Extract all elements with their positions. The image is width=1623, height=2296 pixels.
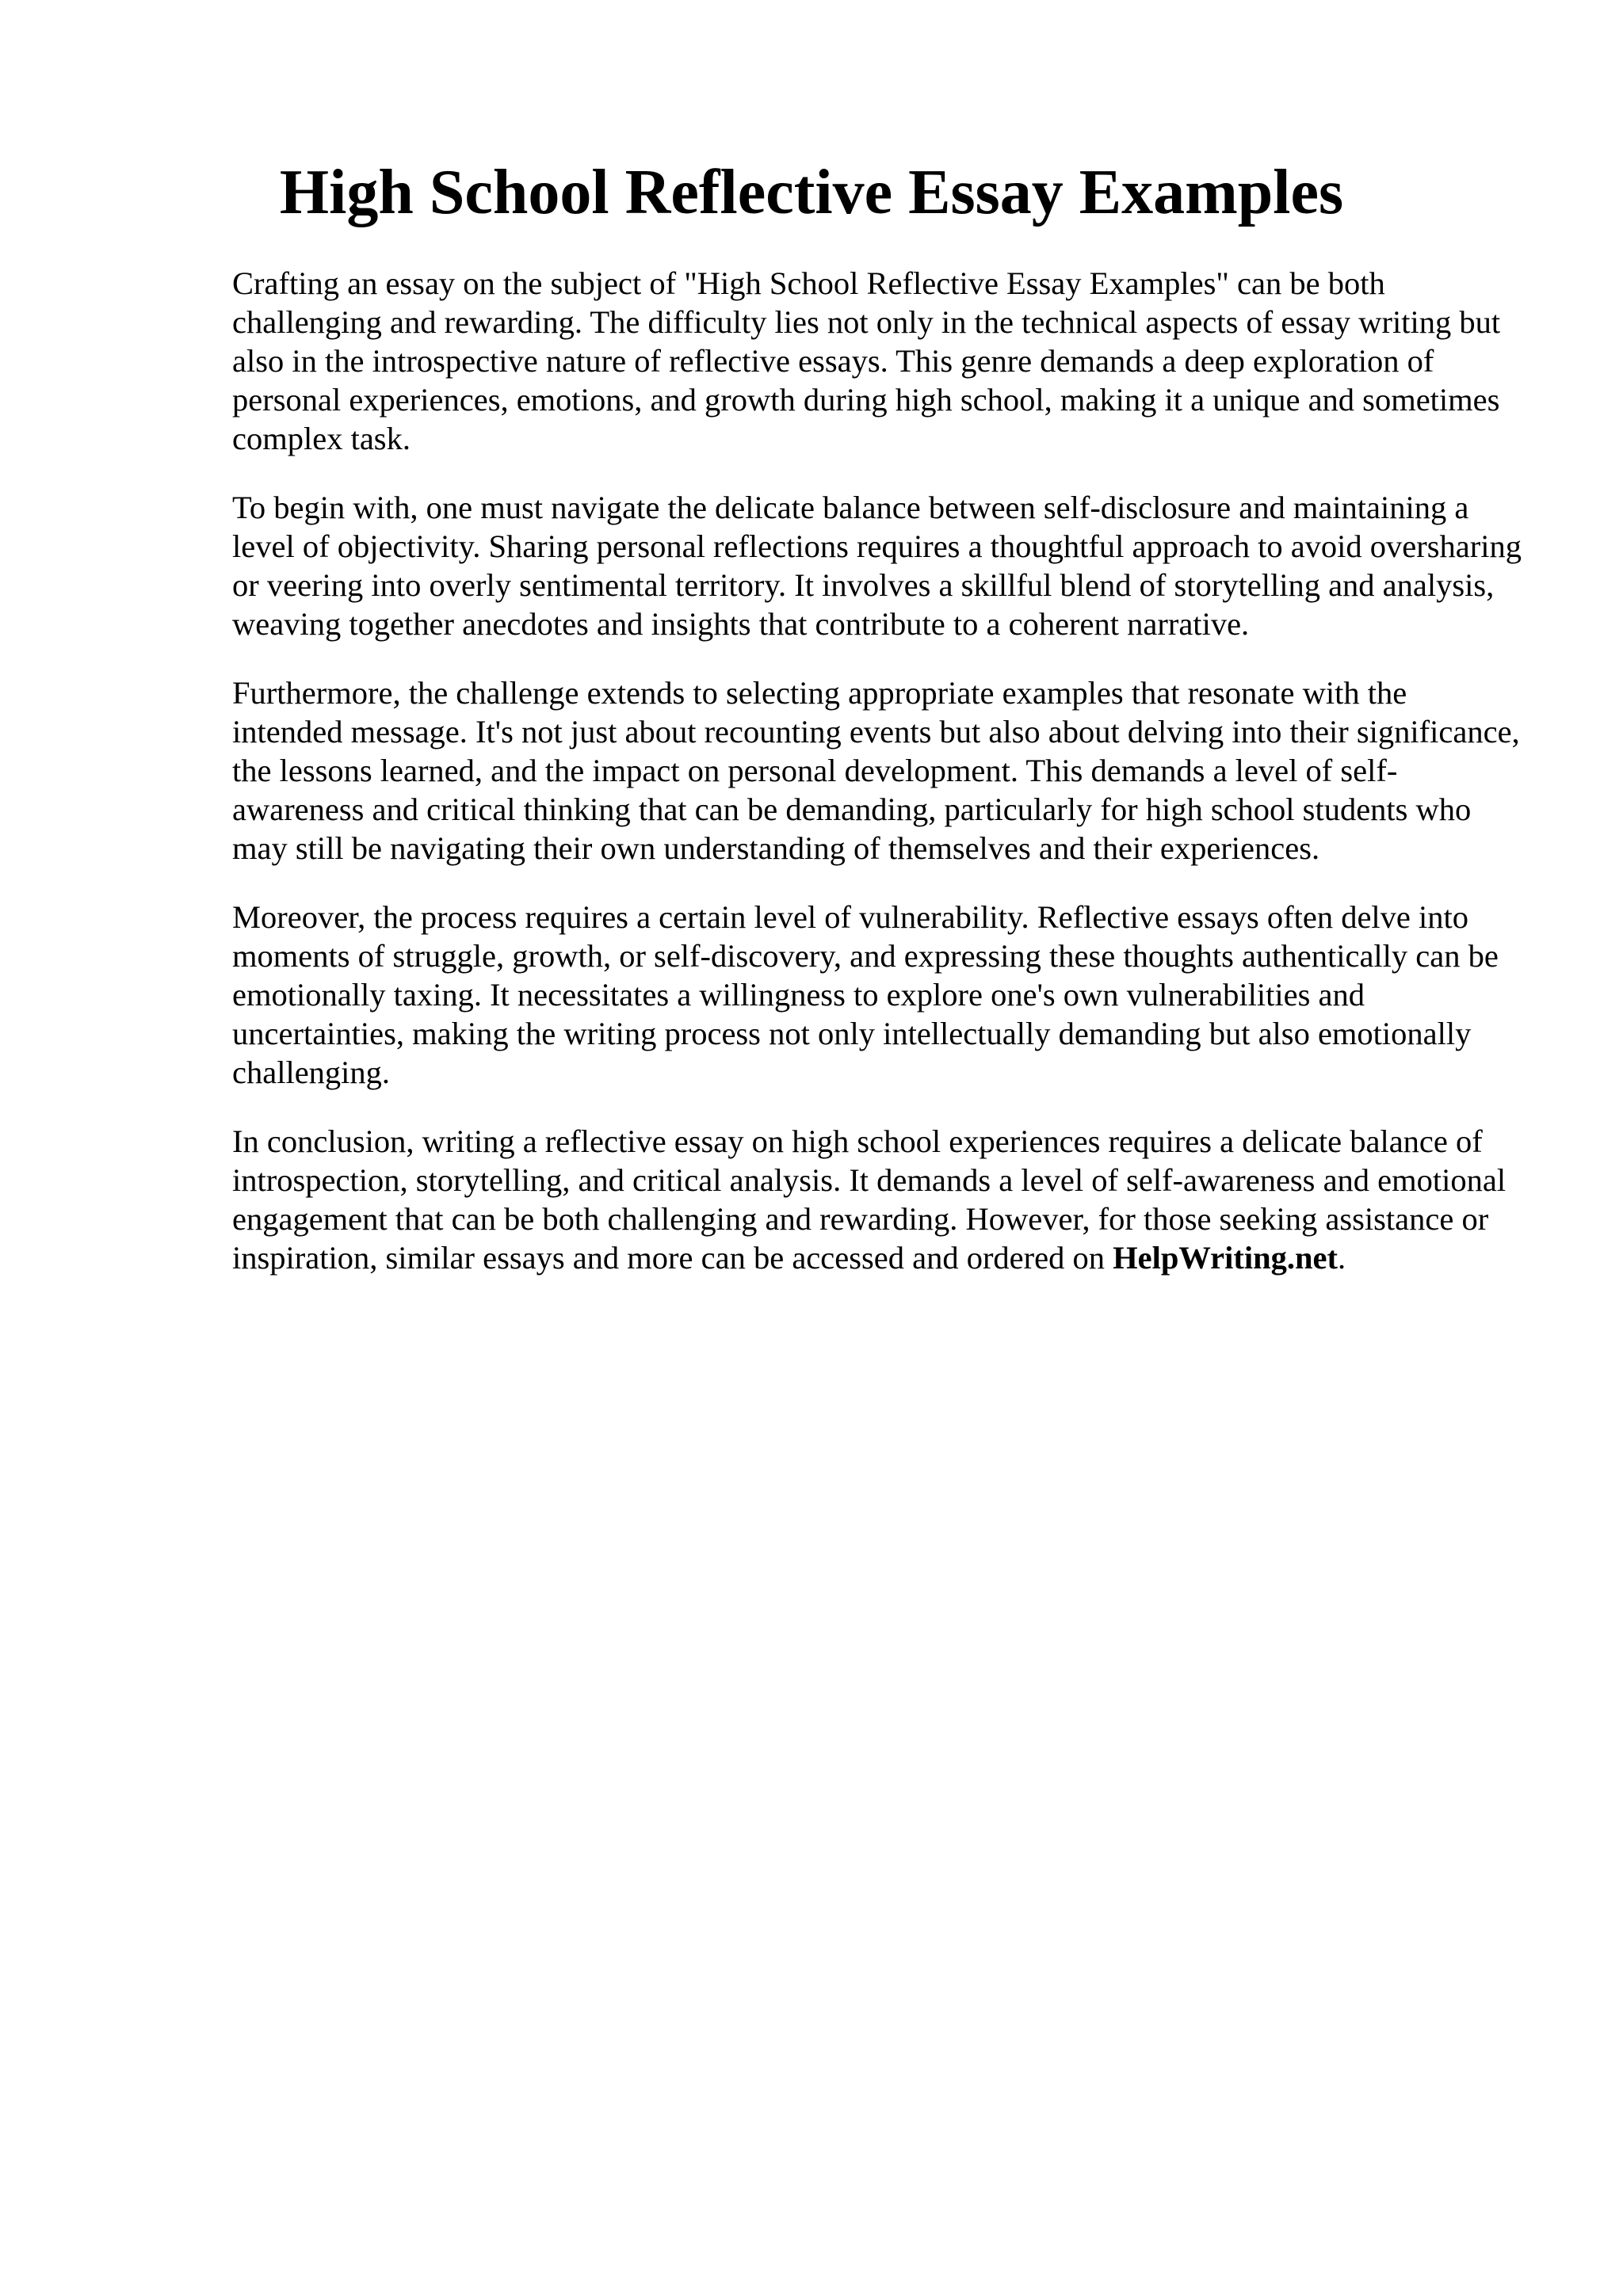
paragraph-examples: Furthermore, the challenge extends to selecting appropriate examples that resonate with the intended message. It's not just about recounting events but also about delving into their significance, the lessons learned, and the impact on personal development. This demands a level of self-awareness and critical thinking that can be demanding, particularly for high school students who may still be navigating their own understanding of themselves and their experiences. — [232, 675, 1520, 866]
conclusion-text: In conclusion, writing a reflective essay on high school experiences requires a delicate balance of introspection, storytelling, and critical analysis. It demands a level of self-awareness and emotional engagement that can be both challenging and rewarding. However, for those seeking assistance or inspiration, similar essays and more can be accessed and ordered on — [232, 1123, 1507, 1276]
paragraph-vulnerability: Moreover, the process requires a certain level of vulnerability. Reflective essays often delve into moments of struggle, growth, or self-discovery, and expressing these thoughts authentically can be emotionally taxing. It necessitates a willingness to explore one's own vulnerabilities and uncertainties, making the writing process not only intellectually demanding but also emotionally challenging. — [232, 899, 1499, 1090]
document-body — [232, 264, 1524, 1307]
paragraph-balance: To begin with, one must navigate the delicate balance between self-disclosure and maintaining a level of objectivity. Sharing personal reflections requires a thoughtful approach to avoid oversharing or veering into overly sentimental territory. It involves a skillful blend of storytelling and analysis, weaving together anecdotes and insights that contribute to a coherent narrative. — [232, 490, 1522, 642]
paragraph-conclusion — [232, 1122, 1524, 1277]
conclusion-end: . — [1338, 1240, 1346, 1276]
paragraph-intro: Crafting an essay on the subject of "High School Reflective Essay Examples" can be both challenging and rewarding. The difficulty lies not only in the technical aspects of essay writing but also in the introspective nature of reflective essays. This genre demands a deep exploration of personal experiences, emotions, and growth during high school, making it a unique and sometimes complex task. — [232, 265, 1501, 456]
document-title: High School Reflective Essay Examples — [279, 158, 1344, 227]
helpwriting-link[interactable]: HelpWriting.net — [1113, 1240, 1338, 1276]
